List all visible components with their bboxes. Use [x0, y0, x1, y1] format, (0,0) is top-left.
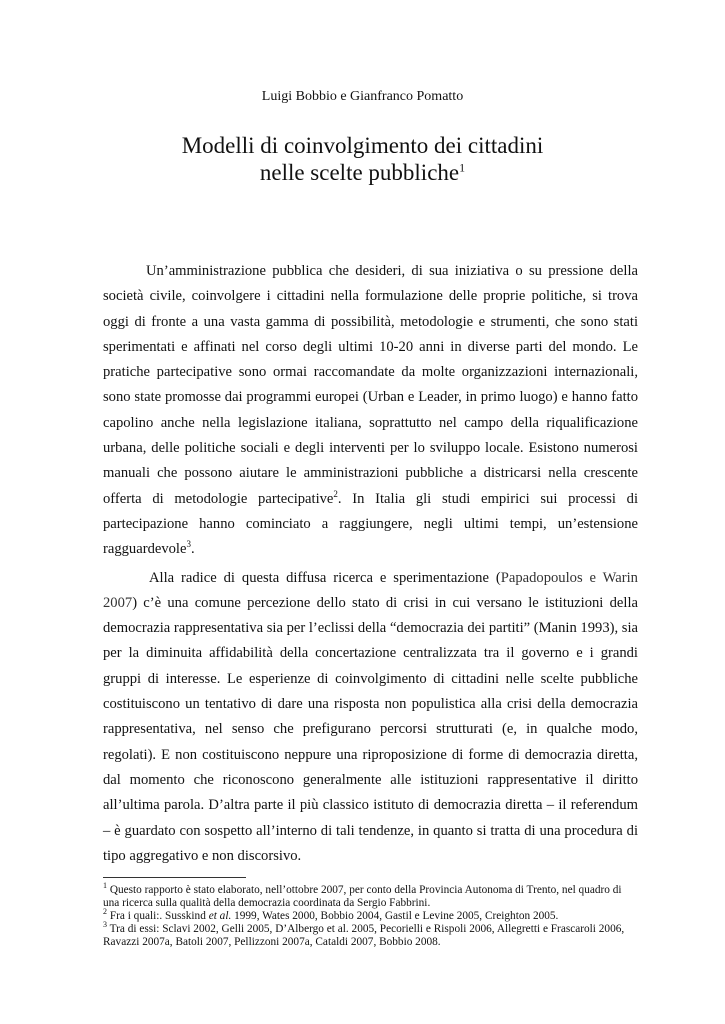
paragraph-2-text-b: ) c’è una comune percezione dello stato di crisi in cui versano le istituzioni della democrazia rappresentativa sia per l’eclissi della “democrazia dei partiti” (Manin 1993), sia per la diminuita affidabilità della concertazione centralizzata tra il governo e i grandi gruppi di interesse. Le esperienze di coinvolgimento di cittadini nelle scelte pubbliche costituiscono un tentativo di dare una risposta non populistica alla crisi della democrazia rappresentativa, nel senso che prefigurano percorsi strutturati (e, in qualche modo, regolati). E non costituiscono neppure una riproposizione di forme di democrazia diretta, dal momento che riconoscono generalmente alle istituzioni rappresentative il diritto all’ultima parola. D’altra parte il più classico istituto di democrazia diretta – il referendum – è guardato con sospetto all’interno di tali tendenze, in quanto si tratta di una procedura di tipo aggregativo e non discorsivo. — [103, 594, 638, 864]
document-title — [0, 132, 725, 186]
paragraph-1-text-c: . — [190, 541, 195, 558]
paragraph-1-text-a: Un’amministrazione pubblica che desideri, di sua iniziativa o su pressione della società civile, coinvolgere i cittadini nella formulazione delle proprie politiche, si trova oggi di fronte a una vasta gamma di possibilità, metodologie e strumenti, che sono stati sperimentati e affinati nel corso degli ultimi 10-20 anni in diverse parti del mondo. Le pratiche partecipative sono ormai raccomandate da molte organizzazioni internazionali, sono state promosse dai programmi europei (Urban e Leader, in primo luogo) e hanno fatto capolino anche nella legislazione italiana, soprattutto nel campo della riqualificazione urbana, delle politiche sociali e degli interventi per lo sviluppo locale. Esistono numerosi manuali che possono aiutare le amministrazioni pubbliche a districarsi nella crescente offerta di metodologie partecipative — [103, 263, 638, 507]
authors-line: Luigi Bobbio e Gianfranco Pomatto — [261, 89, 464, 104]
title-line-2-text: nelle scelte pubbliche — [259, 160, 460, 185]
paragraph-2 — [103, 566, 638, 870]
title-line-2 — [0, 159, 725, 186]
footnote-1-text: Questo rapporto è stato elaborato, nell’ottobre 2007, per conto della Provincia Autonoma di Trento, nel quadro di una ricerca sulla qualità della democrazia coordinata da Sergio Fabbrini. — [103, 884, 622, 909]
footnote-2-text-a: Fra i quali:. Susskind — [109, 910, 209, 922]
footnote-3-number: 3 — [103, 920, 107, 930]
footnote-3 — [103, 920, 638, 949]
footnote-marker-3[interactable]: 3 — [186, 539, 191, 550]
paragraph-1 — [103, 259, 638, 563]
footnotes — [103, 881, 638, 949]
footnote-3-text: Tra di essi: Sclavi 2002, Gelli 2005, D’Albergo et al. 2005, Pecorielli e Rispoli 2006, Allegretti e Frascaroli 2006, Ravazzi 2007a, Batoli 2007, Pellizzoni 2007a, Cataldi 2007, Bobbio 2008. — [103, 923, 625, 948]
footnote-2-number: 2 — [103, 907, 107, 917]
paragraph-2-text-a: Alla radice di questa diffusa ricerca e sperimentazione ( — [149, 569, 501, 586]
title-line-1: Modelli di coinvolgimento dei cittadini — [181, 133, 544, 158]
footnote-1 — [103, 881, 638, 910]
paragraph-1-text-b: . In Italia gli studi empirici sui processi di partecipazione hanno cominciato a raggiungere, negli ultimi tempi, un’estensione ragguardevole — [103, 490, 639, 558]
body-text — [103, 259, 638, 869]
footnote-separator — [103, 877, 246, 878]
title-footnote-marker[interactable]: 1 — [459, 160, 466, 175]
footnote-2-text-b: 1999, Wates 2000, Bobbio 2004, Gastil e Levine 2005, Creighton 2005. — [231, 910, 559, 922]
citation-papadopoulos-warin[interactable]: Papadopoulos e Warin 2007 — [103, 569, 638, 611]
footnote-2-italic: et al. — [208, 910, 232, 922]
footnote-1-number: 1 — [103, 881, 107, 891]
footnote-marker-2[interactable]: 2 — [333, 488, 338, 499]
footnote-2 — [103, 907, 638, 923]
